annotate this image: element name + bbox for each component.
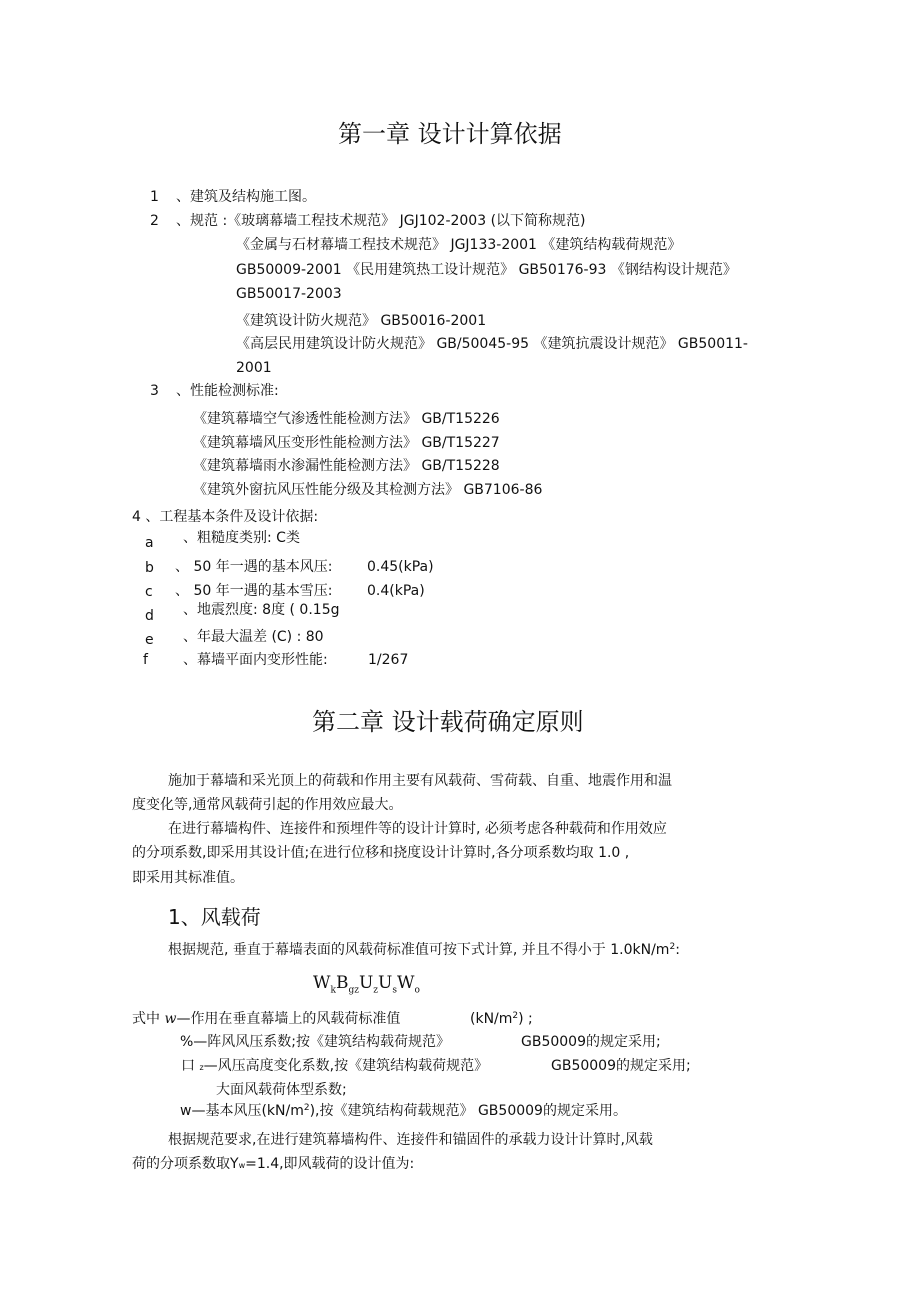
- closing-line1: 根据规范要求,在进行建筑幕墙构件、连接件和锚固件的承载力设计计算时,风载: [168, 1132, 653, 1148]
- sub-b-value: 0.45(kPa): [367, 559, 434, 575]
- def-line2-ref: GB50009的规定采用;: [521, 1034, 661, 1050]
- sub-a-label: 、粗糙度类别: C类: [183, 530, 300, 546]
- item2-line2: 《金属与石材幕墙工程技术规范》 JGJ133-2001 《建筑结构载荷规范》: [236, 237, 682, 253]
- sub-e-label: 、年最大温差 (C) : 80: [183, 629, 324, 645]
- item3-std3: 《建筑幕墙雨水渗漏性能检测方法》 GB/T15228: [193, 458, 500, 474]
- item3-std1: 《建筑幕墙空气渗透性能检测方法》 GB/T15226: [193, 411, 500, 427]
- def-line1-unit: [470, 1012, 533, 1026]
- closing-text: 荷的分项系数取Y: [132, 1156, 239, 1172]
- def3-text: —风压高度变化系数,按《建筑结构载荷规范》: [203, 1058, 489, 1074]
- sub-c-letter: c: [145, 584, 153, 600]
- item2-num: 2: [150, 213, 159, 229]
- sub-c-label: 、 50 年一遇的基本雪压:: [175, 583, 333, 599]
- formula-wk: k: [330, 985, 336, 996]
- para2-line2: 的分项系数,即采用其设计值;在进行位移和挠度设计计算时,各分项系数均取 1.0 ,: [132, 845, 630, 861]
- sub-d-label: 、地震烈度: 8度 ( 0.15g: [183, 602, 340, 618]
- formula-bgz: gz: [348, 985, 359, 996]
- def3-sub: z: [199, 1063, 204, 1072]
- def5-ref: ),按《建筑结构荷载规范》 GB50009的规定采用。: [309, 1103, 627, 1119]
- sub-d-letter: d: [145, 608, 154, 624]
- formula-wo: o: [414, 985, 420, 996]
- wind-intro-text: 根据规范, 垂直于幕墙表面的风载荷标准值可按下式计算, 并且不得小于 1.0kN/m: [168, 942, 670, 958]
- def-line1: [132, 1012, 400, 1026]
- sub-b-label: 、 50 年一遇的基本风压:: [175, 559, 333, 575]
- sub-f-letter: f: [143, 652, 148, 668]
- sub-f-value: 1/267: [368, 652, 409, 668]
- wind-intro-sup: 2: [669, 942, 676, 952]
- formula-u1: U: [358, 973, 374, 993]
- sub-f-label: 、幕墙平面内变形性能:: [183, 652, 328, 668]
- item2-line3: GB50009-2001 《民用建筑热工设计规范》 GB50176-93 《钢结构设计规范》: [236, 262, 737, 278]
- para2-line3: 即采用其标准值。: [132, 870, 244, 886]
- def1-prefix: 式中: [132, 1011, 165, 1027]
- sub-c-value: 0.4(kPa): [367, 583, 425, 599]
- def1-unit: (kN/m: [470, 1011, 513, 1027]
- formula-uz: z: [373, 985, 379, 996]
- def-line2-text: %—阵风风压系数;按《建筑结构载荷规范》: [180, 1034, 451, 1050]
- chapter2-title: 第二章 设计载荷确定原则: [312, 708, 584, 736]
- chapter1-title: 第一章 设计计算依据: [338, 120, 562, 148]
- item2-text: 、规范 :《玻璃幕墙工程技术规范》 JGJ102-2003 (以下简称规范): [176, 213, 586, 229]
- closing-end: =1.4,即风载荷的设计值为:: [245, 1156, 415, 1172]
- section1-title: 1、风载荷: [168, 905, 261, 929]
- item1-num: 1: [150, 189, 159, 205]
- formula-us: s: [392, 985, 397, 996]
- def1-unit-end: ) ;: [518, 1011, 533, 1027]
- item2-line4: GB50017-2003: [236, 286, 342, 302]
- def-line4: 大面风载荷体型系数;: [216, 1082, 347, 1098]
- def5-text: w—基本风压(kN/m: [180, 1103, 304, 1119]
- formula-w2: W: [397, 973, 415, 993]
- wind-intro: [168, 943, 680, 957]
- para2-line1: 在进行幕墙构件、连接件和预埋件等的设计计算时, 必须考虑各种载荷和作用效应: [168, 821, 667, 837]
- item2-line5: 《建筑设计防火规范》 GB50016-2001: [236, 313, 487, 329]
- def5-sup: 2: [303, 1103, 310, 1113]
- item3-text: 、性能检测标准:: [176, 383, 279, 399]
- item2-line7: 2001: [236, 360, 272, 376]
- def1-text: —作用在垂直幕墙上的风载荷标准值: [176, 1011, 401, 1027]
- sub-e-letter: e: [145, 632, 154, 648]
- para1-line2: 度变化等,通常风载荷引起的作用效应最大。: [132, 797, 403, 813]
- wind-formula: [313, 975, 420, 995]
- def-line3-ref: GB50009的规定采用;: [551, 1058, 691, 1074]
- sub-b-letter: b: [145, 560, 154, 576]
- def1-unit-sup: 2: [512, 1011, 519, 1021]
- def3-symbol: 口: [181, 1058, 195, 1074]
- item3-num: 3: [150, 383, 159, 399]
- closing-line2: [132, 1157, 414, 1171]
- closing-sub: w: [238, 1161, 246, 1170]
- item3-std4: 《建筑外窗抗风压性能分级及其检测方法》 GB7106-86: [193, 482, 543, 498]
- wind-intro-end: :: [675, 942, 680, 958]
- formula-w: W: [313, 973, 331, 993]
- sub-a-letter: a: [145, 535, 154, 551]
- def-line5: [180, 1104, 627, 1118]
- formula-b: B: [335, 973, 349, 993]
- def1-symbol: w: [164, 1011, 177, 1027]
- item2-line6: 《高层民用建筑设计防火规范》 GB/50045-95 《建筑抗震设计规范》 GB50011-: [236, 336, 748, 352]
- item1-text: 、建筑及结构施工图。: [176, 189, 316, 205]
- item4-heading: 4 、工程基本条件及设计依据:: [132, 509, 319, 525]
- item3-std2: 《建筑幕墙风压变形性能检测方法》 GB/T15227: [193, 435, 500, 451]
- para1-line1: 施加于幕墙和采光顶上的荷载和作用主要有风载荷、雪荷载、自重、地震作用和温: [168, 773, 672, 789]
- def-line3-text: [181, 1059, 488, 1073]
- formula-u2: U: [378, 973, 393, 993]
